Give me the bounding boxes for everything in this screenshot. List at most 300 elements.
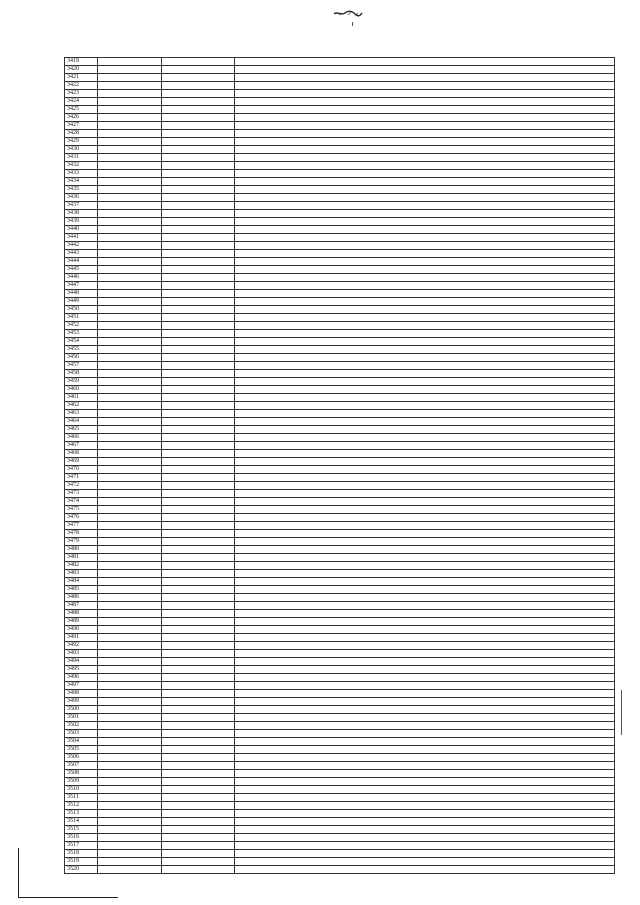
address-cell	[235, 146, 615, 154]
address-cell	[235, 450, 615, 458]
cadastral-number-a-cell	[98, 74, 162, 82]
row-number-cell: 3454	[65, 338, 98, 346]
address-cell	[235, 810, 615, 818]
cadastral-number-b-cell	[162, 834, 235, 842]
cadastral-number-a-cell	[98, 418, 162, 426]
cadastral-number-a-cell	[98, 578, 162, 586]
cadastral-number-b-cell	[162, 450, 235, 458]
address-cell	[235, 634, 615, 642]
cadastral-number-b-cell	[162, 378, 235, 386]
row-number-cell: 3428	[65, 130, 98, 138]
cadastral-number-a-cell	[98, 322, 162, 330]
address-cell	[235, 90, 615, 98]
table-row	[65, 106, 615, 114]
address-cell	[235, 562, 615, 570]
cadastral-number-a-cell	[98, 290, 162, 298]
cadastral-number-a-cell	[98, 114, 162, 122]
table-row	[65, 826, 615, 834]
table-row	[65, 514, 615, 522]
address-cell	[235, 282, 615, 290]
address-cell	[235, 370, 615, 378]
cadastral-number-a-cell	[98, 826, 162, 834]
row-number-cell: 3508	[65, 770, 98, 778]
row-number-cell: 3469	[65, 458, 98, 466]
table-row	[65, 530, 615, 538]
row-number-cell: 3480	[65, 546, 98, 554]
table-row	[65, 58, 615, 66]
address-cell	[235, 690, 615, 698]
table-row	[65, 122, 615, 130]
cadastral-number-b-cell	[162, 186, 235, 194]
cadastral-number-a-cell	[98, 410, 162, 418]
cadastral-number-b-cell	[162, 290, 235, 298]
cadastral-number-a-cell	[98, 298, 162, 306]
row-number-cell: 3437	[65, 202, 98, 210]
table-row	[65, 218, 615, 226]
cadastral-number-b-cell	[162, 354, 235, 362]
table-row	[65, 314, 615, 322]
table-row	[65, 394, 615, 402]
address-cell	[235, 778, 615, 786]
cadastral-number-a-cell	[98, 842, 162, 850]
table-row	[65, 778, 615, 786]
address-cell	[235, 178, 615, 186]
table-row	[65, 370, 615, 378]
cadastral-number-b-cell	[162, 466, 235, 474]
address-cell	[235, 250, 615, 258]
table-row	[65, 226, 615, 234]
cadastral-number-a-cell	[98, 642, 162, 650]
address-cell	[235, 466, 615, 474]
address-cell	[235, 522, 615, 530]
row-number-cell: 3423	[65, 90, 98, 98]
cadastral-number-b-cell	[162, 58, 235, 66]
table-row	[65, 538, 615, 546]
cadastral-number-a-cell	[98, 250, 162, 258]
address-cell	[235, 594, 615, 602]
row-number-cell: 3471	[65, 474, 98, 482]
address-cell	[235, 338, 615, 346]
table-row	[65, 434, 615, 442]
table-row	[65, 682, 615, 690]
cadastral-number-b-cell	[162, 130, 235, 138]
cadastral-number-a-cell	[98, 354, 162, 362]
cadastral-number-a-cell	[98, 458, 162, 466]
table-row	[65, 626, 615, 634]
cadastral-number-b-cell	[162, 810, 235, 818]
table-row	[65, 738, 615, 746]
cadastral-number-b-cell	[162, 122, 235, 130]
address-cell	[235, 362, 615, 370]
cadastral-number-a-cell	[98, 762, 162, 770]
row-number-cell: 3506	[65, 754, 98, 762]
cadastral-number-a-cell	[98, 834, 162, 842]
address-cell	[235, 834, 615, 842]
table-row	[65, 586, 615, 594]
cadastral-number-a-cell	[98, 650, 162, 658]
cadastral-number-a-cell	[98, 242, 162, 250]
row-number-cell: 3438	[65, 210, 98, 218]
address-cell	[235, 202, 615, 210]
table-row	[65, 74, 615, 82]
cadastral-number-b-cell	[162, 98, 235, 106]
cadastral-number-a-cell	[98, 546, 162, 554]
cadastral-number-a-cell	[98, 506, 162, 514]
table-row	[65, 242, 615, 250]
cadastral-number-a-cell	[98, 258, 162, 266]
row-number-cell: 3495	[65, 666, 98, 674]
table-row	[65, 554, 615, 562]
cadastral-number-b-cell	[162, 458, 235, 466]
cadastral-number-b-cell	[162, 90, 235, 98]
cadastral-number-b-cell	[162, 474, 235, 482]
table-row	[65, 466, 615, 474]
address-cell	[235, 722, 615, 730]
cadastral-number-a-cell	[98, 370, 162, 378]
cadastral-number-a-cell	[98, 794, 162, 802]
cadastral-number-a-cell	[98, 394, 162, 402]
table-row	[65, 618, 615, 626]
cadastral-number-a-cell	[98, 90, 162, 98]
row-number-cell: 3461	[65, 394, 98, 402]
row-number-cell: 3434	[65, 178, 98, 186]
cadastral-number-a-cell	[98, 482, 162, 490]
row-number-cell: 3441	[65, 234, 98, 242]
table-row	[65, 714, 615, 722]
cadastral-number-b-cell	[162, 490, 235, 498]
row-number-cell: 3493	[65, 650, 98, 658]
table-row	[65, 346, 615, 354]
address-cell	[235, 762, 615, 770]
cadastral-number-b-cell	[162, 314, 235, 322]
cadastral-number-b-cell	[162, 418, 235, 426]
table-row	[65, 298, 615, 306]
address-cell	[235, 82, 615, 90]
row-number-cell: 3485	[65, 586, 98, 594]
cadastral-number-b-cell	[162, 554, 235, 562]
address-cell	[235, 674, 615, 682]
cadastral-number-b-cell	[162, 610, 235, 618]
cadastral-number-a-cell	[98, 466, 162, 474]
row-number-cell: 3420	[65, 66, 98, 74]
table-row	[65, 66, 615, 74]
table-row	[65, 258, 615, 266]
row-number-cell: 3451	[65, 314, 98, 322]
cadastral-number-a-cell	[98, 450, 162, 458]
cadastral-number-b-cell	[162, 690, 235, 698]
table-row	[65, 322, 615, 330]
cadastral-number-a-cell	[98, 674, 162, 682]
table-row	[65, 642, 615, 650]
cadastral-number-b-cell	[162, 394, 235, 402]
address-cell	[235, 602, 615, 610]
table-row	[65, 506, 615, 514]
cadastral-number-a-cell	[98, 682, 162, 690]
cadastral-number-a-cell	[98, 218, 162, 226]
cadastral-number-b-cell	[162, 330, 235, 338]
row-number-cell: 3436	[65, 194, 98, 202]
cadastral-number-a-cell	[98, 850, 162, 858]
table-row	[65, 698, 615, 706]
address-cell	[235, 226, 615, 234]
cadastral-number-b-cell	[162, 778, 235, 786]
table-row	[65, 802, 615, 810]
address-cell	[235, 418, 615, 426]
address-cell	[235, 434, 615, 442]
cadastral-number-b-cell	[162, 218, 235, 226]
address-cell	[235, 258, 615, 266]
cadastral-number-a-cell	[98, 66, 162, 74]
table-row	[65, 754, 615, 762]
address-cell	[235, 490, 615, 498]
table-row	[65, 146, 615, 154]
address-cell	[235, 826, 615, 834]
table-row	[65, 170, 615, 178]
cadastral-number-b-cell	[162, 842, 235, 850]
row-number-cell: 3481	[65, 554, 98, 562]
row-number-cell: 3462	[65, 402, 98, 410]
address-cell	[235, 58, 615, 66]
cadastral-number-a-cell	[98, 178, 162, 186]
cadastral-number-a-cell	[98, 146, 162, 154]
address-cell	[235, 546, 615, 554]
table-row	[65, 746, 615, 754]
row-number-cell: 3487	[65, 602, 98, 610]
table-row	[65, 634, 615, 642]
table-row	[65, 810, 615, 818]
cadastral-number-b-cell	[162, 522, 235, 530]
row-number-cell: 3484	[65, 578, 98, 586]
table-row	[65, 610, 615, 618]
table-row	[65, 818, 615, 826]
address-cell	[235, 410, 615, 418]
address-cell	[235, 218, 615, 226]
row-number-cell: 3514	[65, 818, 98, 826]
cadastral-number-a-cell	[98, 106, 162, 114]
cadastral-number-a-cell	[98, 226, 162, 234]
row-number-cell: 3475	[65, 506, 98, 514]
row-number-cell: 3453	[65, 330, 98, 338]
row-number-cell: 3457	[65, 362, 98, 370]
address-cell	[235, 266, 615, 274]
address-cell	[235, 194, 615, 202]
table-row	[65, 178, 615, 186]
address-cell	[235, 746, 615, 754]
address-cell	[235, 626, 615, 634]
address-cell	[235, 794, 615, 802]
table-row	[65, 690, 615, 698]
row-number-cell: 3435	[65, 186, 98, 194]
cadastral-number-b-cell	[162, 642, 235, 650]
address-cell	[235, 114, 615, 122]
cadastral-number-a-cell	[98, 330, 162, 338]
cadastral-number-a-cell	[98, 866, 162, 874]
cadastral-number-a-cell	[98, 202, 162, 210]
row-number-cell: 3425	[65, 106, 98, 114]
row-number-cell: 3445	[65, 266, 98, 274]
cadastral-number-a-cell	[98, 122, 162, 130]
row-number-cell: 3465	[65, 426, 98, 434]
address-cell	[235, 186, 615, 194]
row-number-cell: 3472	[65, 482, 98, 490]
table-row	[65, 722, 615, 730]
table-row	[65, 666, 615, 674]
cadastral-number-b-cell	[162, 530, 235, 538]
row-number-cell: 3433	[65, 170, 98, 178]
cadastral-number-a-cell	[98, 570, 162, 578]
table-row	[65, 154, 615, 162]
address-cell	[235, 666, 615, 674]
row-number-cell: 3452	[65, 322, 98, 330]
cadastral-number-b-cell	[162, 138, 235, 146]
cadastral-number-b-cell	[162, 682, 235, 690]
table-row	[65, 450, 615, 458]
row-number-cell: 3498	[65, 690, 98, 698]
cadastral-number-a-cell	[98, 666, 162, 674]
address-cell	[235, 130, 615, 138]
cadastral-number-b-cell	[162, 250, 235, 258]
address-cell	[235, 738, 615, 746]
scan-edge-line	[18, 848, 19, 898]
row-number-cell: 3482	[65, 562, 98, 570]
cadastral-number-b-cell	[162, 514, 235, 522]
cadastral-number-b-cell	[162, 370, 235, 378]
cadastral-number-b-cell	[162, 322, 235, 330]
address-cell	[235, 66, 615, 74]
table-row	[65, 98, 615, 106]
cadastral-number-a-cell	[98, 618, 162, 626]
cadastral-number-b-cell	[162, 794, 235, 802]
cadastral-number-a-cell	[98, 498, 162, 506]
row-number-cell: 3520	[65, 866, 98, 874]
cadastral-number-b-cell	[162, 738, 235, 746]
row-number-cell: 3419	[65, 58, 98, 66]
address-cell	[235, 802, 615, 810]
cadastral-number-a-cell	[98, 474, 162, 482]
table-row	[65, 418, 615, 426]
cadastral-number-a-cell	[98, 602, 162, 610]
row-number-cell: 3477	[65, 522, 98, 530]
table-row	[65, 162, 615, 170]
cadastral-number-b-cell	[162, 570, 235, 578]
address-cell	[235, 122, 615, 130]
cadastral-number-a-cell	[98, 634, 162, 642]
table-row	[65, 138, 615, 146]
address-cell	[235, 570, 615, 578]
cadastral-number-a-cell	[98, 58, 162, 66]
row-number-cell: 3466	[65, 434, 98, 442]
address-cell	[235, 442, 615, 450]
address-cell	[235, 850, 615, 858]
table-row	[65, 850, 615, 858]
cadastral-number-b-cell	[162, 858, 235, 866]
address-cell	[235, 106, 615, 114]
address-cell	[235, 754, 615, 762]
row-number-cell: 3501	[65, 714, 98, 722]
cadastral-number-b-cell	[162, 626, 235, 634]
cadastral-number-b-cell	[162, 850, 235, 858]
table-row	[65, 290, 615, 298]
row-number-cell: 3450	[65, 306, 98, 314]
address-cell	[235, 698, 615, 706]
row-number-cell: 3513	[65, 810, 98, 818]
address-cell	[235, 554, 615, 562]
address-cell	[235, 658, 615, 666]
cadastral-number-b-cell	[162, 194, 235, 202]
cadastral-number-b-cell	[162, 714, 235, 722]
cadastral-number-b-cell	[162, 434, 235, 442]
cadastral-number-b-cell	[162, 338, 235, 346]
cadastral-number-b-cell	[162, 770, 235, 778]
table-row	[65, 410, 615, 418]
cadastral-number-a-cell	[98, 594, 162, 602]
table-row	[65, 282, 615, 290]
cadastral-number-b-cell	[162, 866, 235, 874]
page-tick-mark	[352, 22, 353, 26]
cadastral-number-a-cell	[98, 538, 162, 546]
cadastral-number-a-cell	[98, 738, 162, 746]
cadastral-number-a-cell	[98, 802, 162, 810]
cadastral-number-a-cell	[98, 562, 162, 570]
cadastral-number-b-cell	[162, 386, 235, 394]
cadastral-number-b-cell	[162, 162, 235, 170]
row-number-cell: 3444	[65, 258, 98, 266]
row-number-cell: 3458	[65, 370, 98, 378]
cadastral-number-a-cell	[98, 138, 162, 146]
cadastral-number-b-cell	[162, 402, 235, 410]
row-number-cell: 3500	[65, 706, 98, 714]
cadastral-number-b-cell	[162, 562, 235, 570]
address-cell	[235, 770, 615, 778]
table-row	[65, 602, 615, 610]
address-cell	[235, 618, 615, 626]
table-row	[65, 338, 615, 346]
cadastral-number-b-cell	[162, 706, 235, 714]
cadastral-number-b-cell	[162, 658, 235, 666]
row-number-cell: 3442	[65, 242, 98, 250]
cadastral-number-b-cell	[162, 226, 235, 234]
address-cell	[235, 386, 615, 394]
table-row	[65, 210, 615, 218]
cadastral-number-a-cell	[98, 210, 162, 218]
row-number-cell: 3439	[65, 218, 98, 226]
table-row	[65, 482, 615, 490]
cadastral-number-a-cell	[98, 386, 162, 394]
row-number-cell: 3509	[65, 778, 98, 786]
row-number-cell: 3517	[65, 842, 98, 850]
cadastral-number-a-cell	[98, 162, 162, 170]
row-number-cell: 3426	[65, 114, 98, 122]
cadastral-number-b-cell	[162, 722, 235, 730]
row-number-cell: 3456	[65, 354, 98, 362]
cadastral-number-a-cell	[98, 154, 162, 162]
row-number-cell: 3459	[65, 378, 98, 386]
row-number-cell: 3429	[65, 138, 98, 146]
address-cell	[235, 858, 615, 866]
cadastral-number-b-cell	[162, 730, 235, 738]
table-row	[65, 842, 615, 850]
row-number-cell: 3494	[65, 658, 98, 666]
cadastral-number-b-cell	[162, 106, 235, 114]
cadastral-number-a-cell	[98, 362, 162, 370]
cadastral-number-b-cell	[162, 154, 235, 162]
cadastral-number-b-cell	[162, 826, 235, 834]
row-number-cell: 3427	[65, 122, 98, 130]
table-row	[65, 402, 615, 410]
address-cell	[235, 506, 615, 514]
cadastral-number-b-cell	[162, 506, 235, 514]
row-number-cell: 3491	[65, 634, 98, 642]
